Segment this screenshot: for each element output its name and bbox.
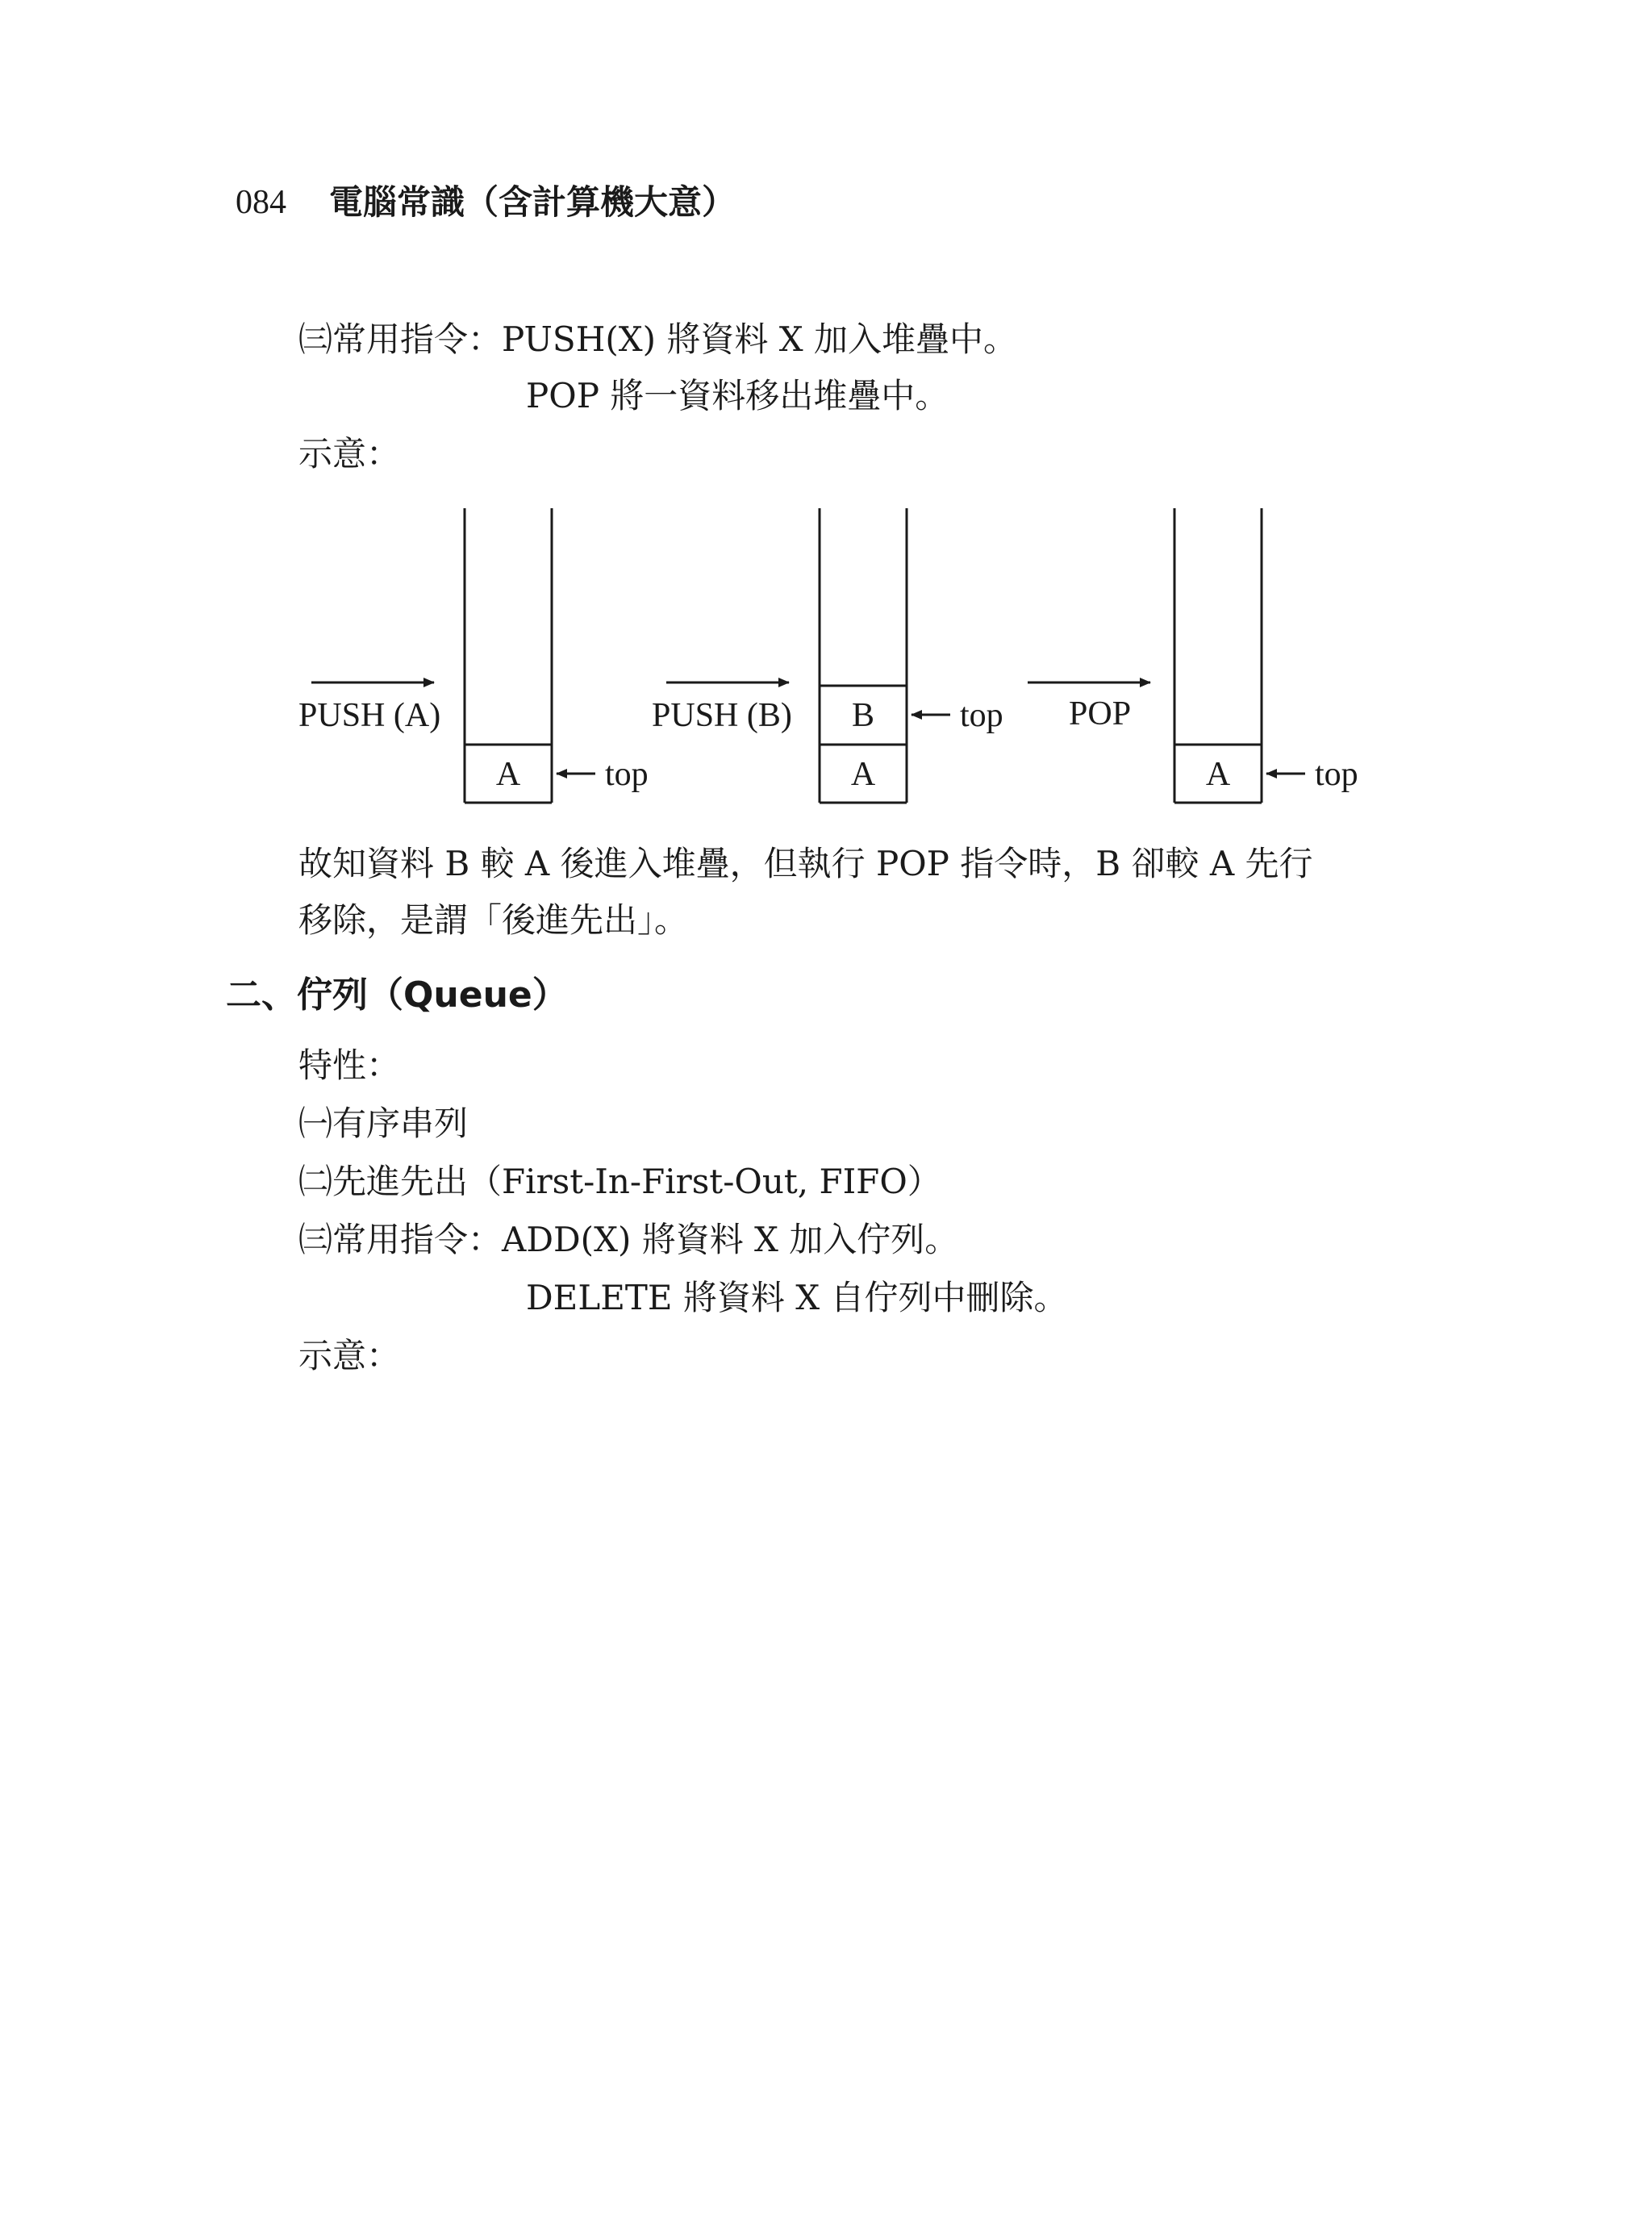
book-title: 電腦常識（含計算機大意）	[329, 182, 736, 222]
queue-heading: 二、佇列（Queue）	[226, 975, 568, 1016]
queue-command-line-1: ㈢常用指令：ADD(X) 將資料 X 加入佇列。	[298, 1220, 959, 1259]
stack-conclusion-line-1: 故知資料 B 較 A 後進入堆疊，但執行 POP 指令時，B 卻較 A 先行	[298, 844, 1313, 883]
push-b-label: PUSH (B)	[652, 697, 792, 734]
stack-command-line-1: ㈢常用指令：PUSH(X) 將資料 X 加入堆疊中。	[298, 319, 1017, 359]
stack2-item-b: B	[851, 697, 875, 734]
queue-trait-2: ㈡先進先出（First-In-First-Out, FIFO）	[298, 1162, 941, 1201]
stack3-item-a: A	[1205, 756, 1231, 793]
stack1-item-a: A	[495, 756, 521, 793]
stack2-item-a: A	[850, 756, 876, 793]
push-a-label: PUSH (A)	[298, 697, 441, 734]
top-label-3: top	[1315, 756, 1358, 793]
stack-illustration-label: 示意：	[298, 434, 401, 474]
queue-trait-1: ㈠有序串列	[298, 1104, 469, 1143]
stack-diagram	[0, 484, 1652, 807]
stack-command-line-2: POP 將一資料移出堆疊中。	[526, 376, 949, 415]
queue-command-line-2: DELETE 將資料 X 自佇列中刪除。	[526, 1278, 1068, 1317]
top-label-1: top	[605, 756, 649, 793]
stack-conclusion-line-2: 移除，是謂「後進先出」。	[298, 900, 689, 940]
queue-illustration-label: 示意：	[298, 1336, 401, 1375]
queue-traits-label: 特性：	[298, 1045, 401, 1085]
top-label-2: top	[960, 697, 1003, 734]
page-number: 084	[236, 184, 286, 221]
pop-label: POP	[1069, 695, 1132, 732]
